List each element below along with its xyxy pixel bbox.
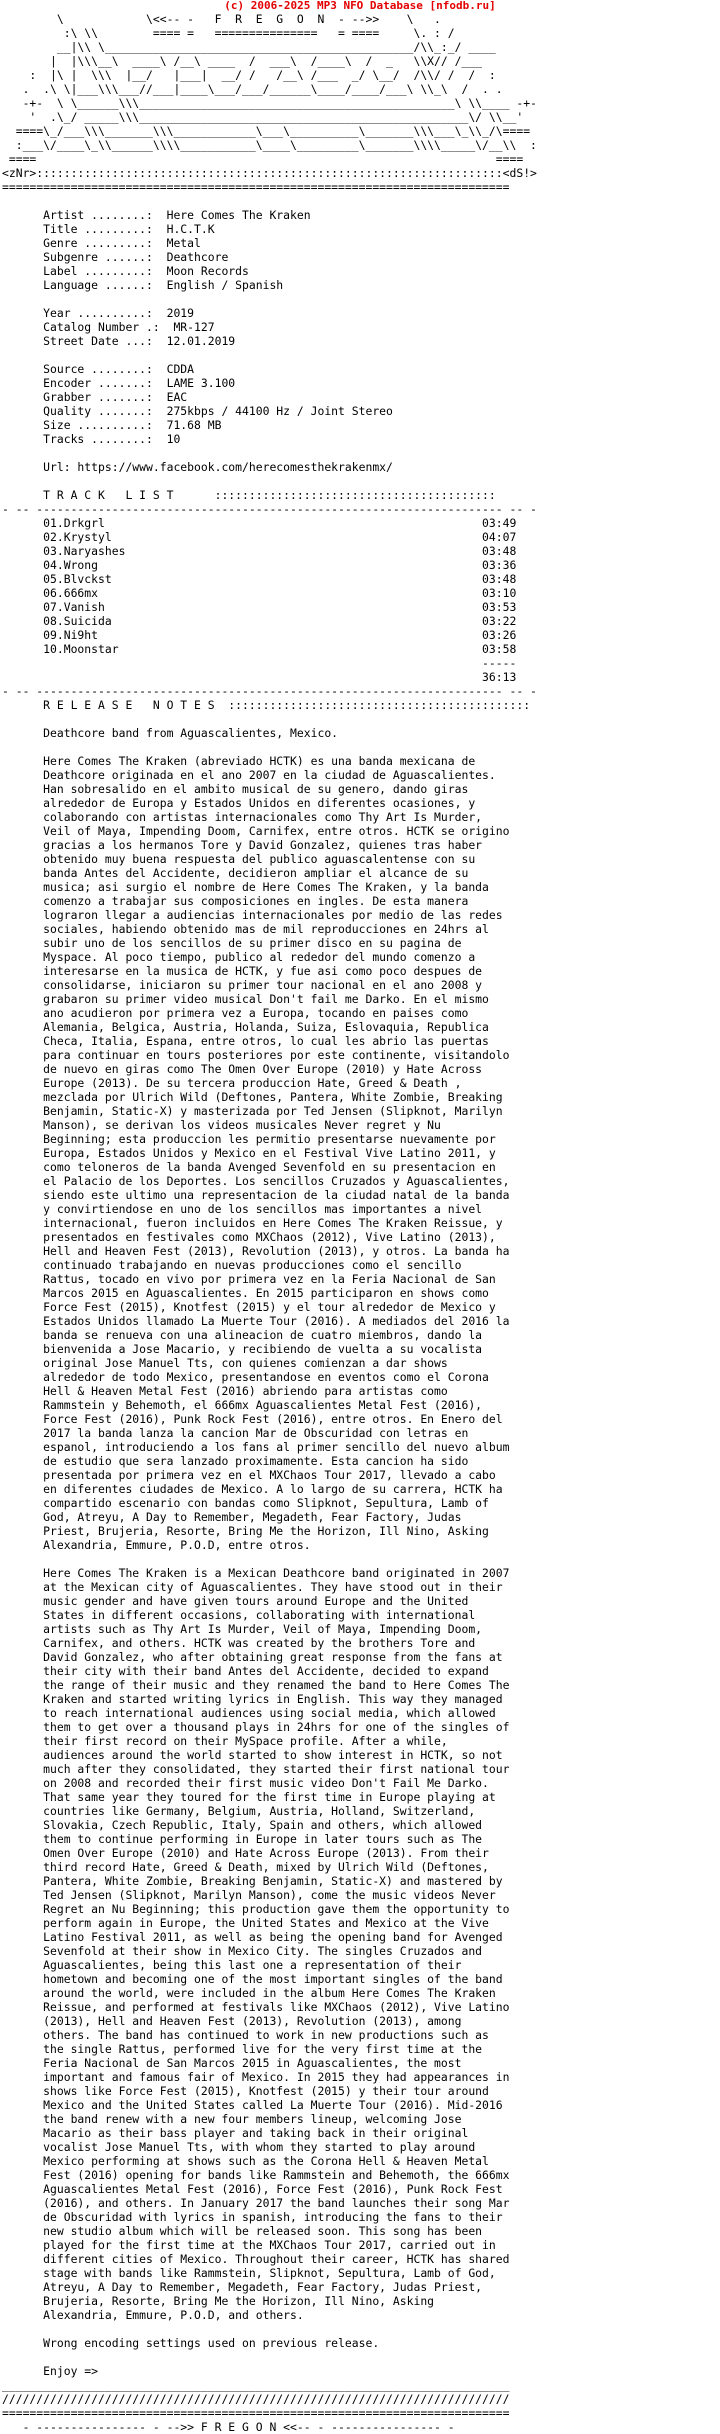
nfo-text-body: \ \<<-- - F R E G O N - -->> \ . :\ \\ ==== = =============== = ==== \. : / __|\\ \_____________________________________________/\\_:_/ ____ | |\\\__\ ____\ /__\ ____ / ___\ /____\ / _ \\X// /___ : |\ | \\\ |__/ |___| __/ / /__\ /___ _/ \__/ /\\/ / / : . .\ \|___\\\___//___|____\___/___/______\____/____/___\ \\_\ / . . -+- \ \______\\\______________________________________________\ \\____ -+- ' .\_/ _____\\\________________________________________________\/ \\__' ====\_/___\\\_______\\\____________\___\__________\_______\\\___\_\\_/\==== :___\/____\_\\______\\\\___________\____\_________\_______\\\\_____\/__\\ : ==== ==== <zNr>::::::::::::::::::::::::::::::::::::::::::::::::::::::::::::::::::::<dS!> ========================================================================== Artist ........: Here Comes The Kraken Title .........: H.C.T.K Genre .........: Metal Subgenre ......: Deathcore Label .........: Moon Records Language ......: English / Spanish Year ..........: 2019 Catalog Number .: MR-127 Street Date ...: 12.01.2019 Source ........: CDDA Encoder .......: LAME 3.100 Grabber .......: EAC Quality .......: 275kbps / 44100 Hz / Joint Stereo Size ..........: 71.68 MB Tracks ........: 10 Url: https://www.facebook.com/herecomesthekrakenmx/ T R A C K L I S T ::::::::::::::::::::::::::::::::::::::::: - -- -------------------------------------------------------------------- -- - 01.Drkgrl 03:49 02.Krystyl 04:07 03.Naryashes 03:48 04.Wrong 03:36 05.Blvckst 03:48 06.666mx 03:10 07.Vanish 03:53 08.Suicida 03:22 09.Ni9ht 03:26 10.Moonstar 03:58 ----- 36:13 - -- -------------------------------------------------------------------- -- - R E L E A S E N O T E S :::::::::::::::::::::::::::::::::::::::::::: Deathcore band from Aguascalientes, Mexico. Here Comes The Kraken (abreviado HCTK) es una banda mexicana de Deathcore originada en el ano 2007 en la ciudad de Aguascalientes. Han sobresalido en el ambito musical de su genero, dando giras alrededor de Europa y Estados Unidos en diferentes ocasiones, y colaborando con artistas internacionales como Thy Art Is Murder, Veil of Maya, Impending Doom, Carnifex, entre otros. HCTK se origino gracias a los hermanos Tore y David Gonzalez, quienes tras haber obtenido muy buena respuesta del publico aguascalentense con su banda Antes del Accidente, decidieron ampliar el alcance de su musica; asi surgio el nombre de Here Comes The Kraken, y la banda comenzo a trabajar sus composiciones en ingles. De esta manera lograron llegar a audiencias internacionales por medio de las redes sociales, habiendo obtenido mas de mil reproducciones en 24hrs al subir uno de los sencillos de su primer disco en su pagina de Myspace. Al poco tiempo, publico al rededor del mundo comenzo a interesarse en la musica de HCTK, y fue asi como poco despues de consolidarse, iniciaron su primer tour nacional en el ano 2008 y grabaron su primer video musical Don't fail me Darko. En el mismo ano acudieron por primera vez a Europa, tocando en paises como Alemania, Belgica, Austria, Holanda, Suiza, Eslovaquia, Republica Checa, Italia, Espana, entre otros, lo cual les abrio las puertas para continuar en tours posteriores por este continente, visitandolo de nuevo en giras como The Omen Over Europe (2010) y Hate Across Europe (2013). De su tercera produccion Hate, Greed & Death , mezclada por Ulrich Wild (Deftones, Pantera, White Zombie, Breaking Benjamin, Static-X) y masterizada por Ted Jensen (Slipknot, Marilyn Manson), se derivan los videos musicales Never regret y Nu Beginning; esta produccion les permitio presentarse nuevamente por Europa, Estados Unidos y Mexico en el Festival Vive Latino 2011, y como teloneros de la banda Avenged Sevenfold en su presentacion en el Palacio de los Deportes. Los sencillos Cruzados y Aguascalientes, siendo este ultimo una representacion de la ciudad natal de la banda y convirtiendose en uno de los sencillos mas importantes a nivel internacional, fueron incluidos en Here Comes The Kraken Reissue, y presentados en festivales como MXChaos (2012), Vive Latino (2013), Hell and Heaven Fest (2013), Revolution (2013), y otros. La banda ha continuado trabajando en nuevas producciones como el sencillo Rattus, tocado en vivo por primera vez en la Feria Nacional de San Marcos 2015 en Aguascalientes. En 2015 participaron en shows como Force Fest (2015), Knotfest (2015) y el tour alrededor de Mexico y Estados Unidos llamado La Muerte Tour (2016). A mediados del 2016 la banda se renueva con una alineacion de cuatro miembros, dando la bienvenida a Jose Macario, y recibiendo de vuelta a su vocalista original Jose Manuel Tts, con quienes comienzan a dar shows alrededor de todo Mexico, presentandose en eventos como el Corona Hell & Heaven Metal Fest (2016) abriendo para artistas como Rammstein y Behemoth, el 666mx Aguascalientes Metal Fest (2016), Force Fest (2016), Punk Rock Fest (2016), entre otros. En Enero del 2017 la banda lanza la cancion Mar de Obscuridad con letras en espanol, introduciendo a los fans al primer sencillo del nuevo album de estudio que sera lanzado proximamente. Esta cancion ha sido presentada por primera vez en el MXChaos Tour 2017, llevado a cabo en diferentes ciudades de Mexico. A lo largo de su carrera, HCTK ha compartido escenario con bandas como Slipknot, Sepultura, Lamb of God, Atreyu, A Day to Remember, Megadeth, Fear Factory, Judas Priest, Brujeria, Resorte, Bring Me the Horizon, Ill Nino, Asking Alexandria, Emmure, P.O.D, entre otros. Here Comes The Kraken is a Mexican Deathcore band originated in 2007 at the Mexican city of Aguascalientes. They have stood out in their music gender and have given tours around Europe and the United States in different occasions, collaborating with international artists such as Thy Art Is Murder, Veil of Maya, Impending Doom, Carnifex, and others. HCTK was created by the brothers Tore and David Gonzalez, who after obtaining great response from the fans at their city with their band Antes del Accidente, decided to expand the range of their music and they renamed the band to Here Comes The Kraken and started writing lyrics in English. This way they managed to reach international audiences using social media, which allowed them to get over a thousand plays in 24hrs for one of the singles of their first record on their MySpace profile. After a while, audiences around the world started to show interest in HCTK, so not much after they consolidated, they started their first national tour on 2008 and recorded their first music video Don't Fail Me Darko. That same year they toured for the first time in Europe playing at countries like Germany, Belgium, Austria, Holland, Switzerland, Slovakia, Czech Republic, Italy, Spain and others, which allowed them to continue performing in Europe in later tours such as The Omen Over Europe (2010) and Hate Across Europe (2013). From their third record Hate, Greed & Death, mixed by Ulrich Wild (Deftones, Pantera, White Zombie, Breaking Benjamin, Static-X) and mastered by Ted Jensen (Slipknot, Marilyn Manson), come the music videos Never Regret an Nu Beginning; this production gave them the opportunity to perform again in Europe, the United States and Mexico at the Vive Latino Festival 2011, as well as being the opening band for Avenged Sevenfold at their show in Mexico City. The singles Cruzados and Aguascalientes, being this last one a representation of their hometown and becoming one of the most important singles of the band around the world, were included in the album Here Comes The Kraken Reissue, and performed at festivals like MXChaos (2012), Vive Latino (2013), Hell and Heaven Fest (2013), Revolution (2013), among others. The band has continued to work in new productions such as the single Rattus, performed live for the very first time at the Feria Nacional de San Marcos 2015 in Aguascalientes, the most important and famous fair of Mexico. In 2015 they had appearances in shows like Force Fest (2015), Knotfest (2015) y their tour around Mexico and the United States called La Muerte Tour (2016). Mid-2016 the band renew with a new four members lineup, welcoming Jose Macario as their bass player and taking back in their original vocalist Jose Manuel Tts, with whom they started to play around Mexico performing at shows such as the Corona Hell & Heaven Metal Fest (2016) opening for bands like Rammstein and Behemoth, the 666mx Aguascalientes Metal Fest (2016), Force Fest (2016), Punk Rock Fest (2016), and others. In January 2017 the band launches their song Mar de Obscuridad with lyrics in spanish, introducing the fans to their new studio album which will be released soon. This song has been played for the first time at the MXChaos Tour 2017, carried out in different cities of Mexico. Throughout their career, HCTK has shared stage with bands like Rammstein, Slipknot, Sepultura, Lamb of God, Atreyu, A Day to Remember, Megadeth, Fear Factory, Judas Priest, Brujeria, Resorte, Bring Me the Horizon, Ill Nino, Asking Alexandria, Emmure, P.O.D, and others. Wrong encoding settings used on previous release. Enjoy => __________________________________________________________________________ ////////////////////////////////////////////////////////////////////////// ========================================================================== - ---------------- - -->> F R E G O N <<-- - ---------------- - [2,12,537,2434]
copyright-header: (c) 2006-2025 MP3 NFO Database [nfodb.ru] [224,0,496,12]
